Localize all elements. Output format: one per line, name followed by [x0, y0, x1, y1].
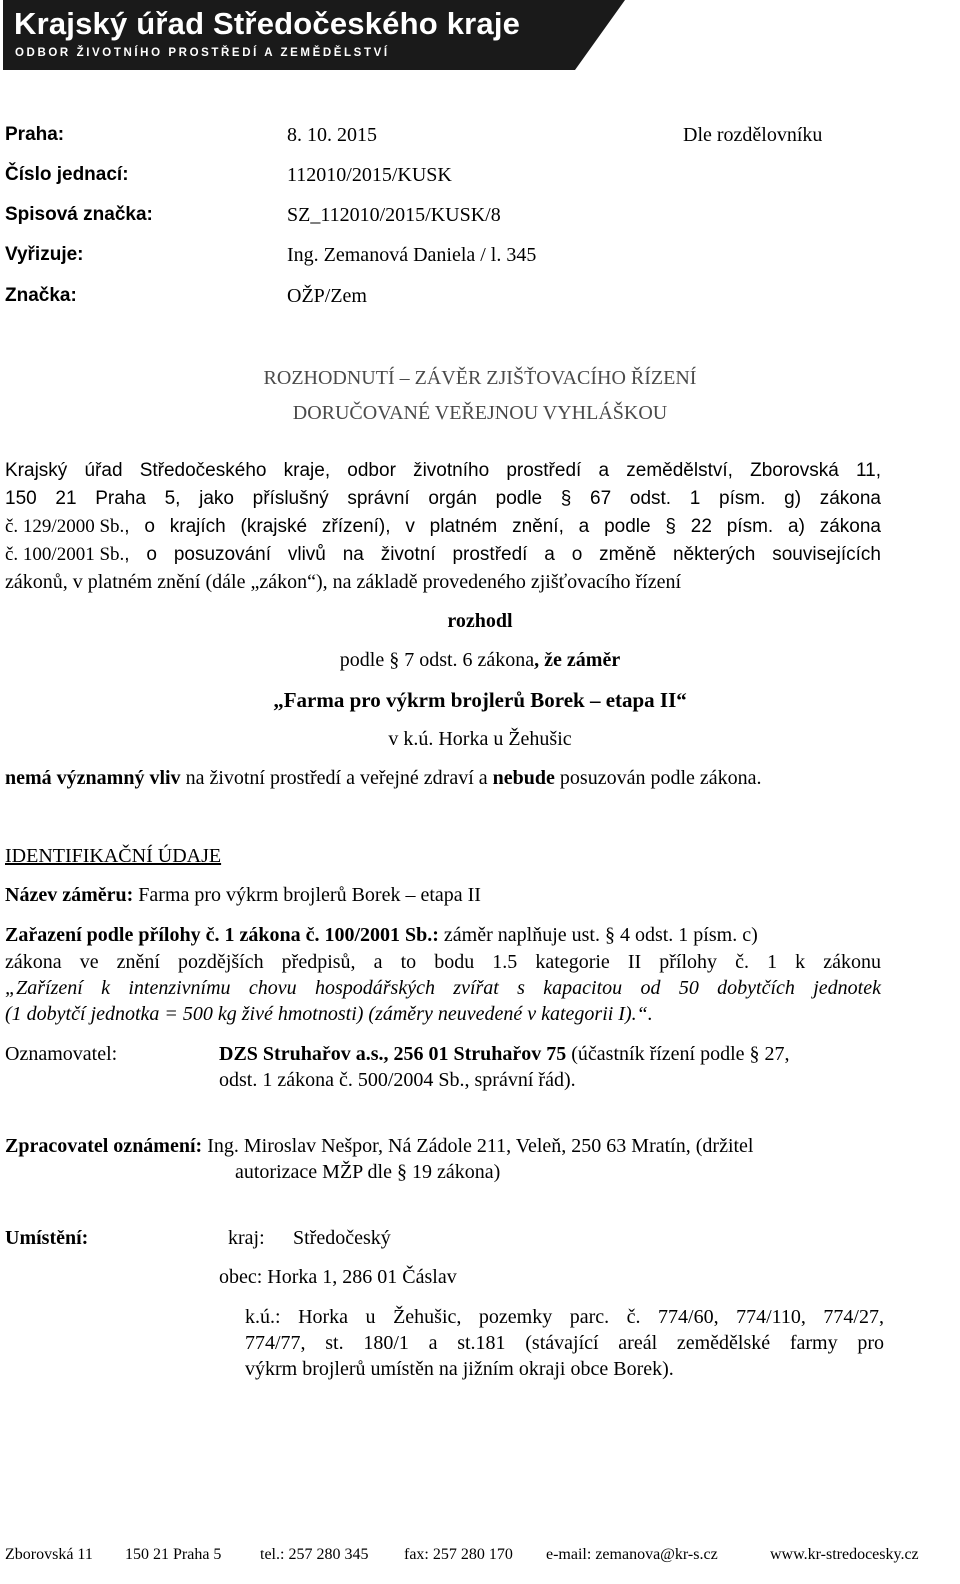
cadastre-line: 774/77, st. 180/1 a st.181 (stávající areál zemědělské farmy pro — [245, 1332, 884, 1354]
classification-row — [5, 924, 881, 947]
decision-subtitle: DORUČOVANÉ VEŘEJNOU VYHLÁŠKOU — [292, 402, 668, 424]
basis-text: , že záměr — [534, 649, 621, 671]
decision-basis — [0, 649, 960, 672]
classification-line: „Zařízení k intenzivnímu chovu hospodářských zvířat s kapacitou od 50 dobytčích jednotek — [5, 977, 881, 999]
footer-postcode: 150 21 Praha 5 — [125, 1546, 222, 1563]
decision-verb: rozhodl — [447, 610, 513, 632]
mark-label: Značka: — [5, 285, 77, 306]
department-name: ODBOR ŽIVOTNÍHO PROSTŘEDÍ A ZEMĚDĚLSTVÍ — [15, 47, 390, 59]
region-value: Středočeský — [293, 1227, 391, 1249]
result-text: nemá významný vliv — [5, 767, 181, 789]
location-label: Umístění: — [5, 1227, 89, 1249]
ref-value: 112010/2015/KUSK — [287, 164, 452, 186]
intro-line: Krajský úřad Středočeského kraje, odbor životního prostředí a zemědělství, Zborovská 11, — [5, 460, 881, 481]
result-text: na životní prostředí a veřejné zdraví a — [180, 767, 493, 789]
notifier-label: Oznamovatel: — [5, 1043, 118, 1065]
intro-text: , o posuzování vlivů na životní prostředí a o změně některých souvisejících — [124, 544, 881, 565]
classification-line: zákona ve znění pozdějších předpisů, a to bodu 1.5 kategorie II přílohy č. 1 k zákonu — [5, 951, 881, 973]
field-value: záměr naplňuje ust. § 4 odst. 1 písm. c) — [438, 924, 758, 946]
region-label: kraj: — [228, 1227, 265, 1249]
project-location: v k.ú. Horka u Žehušic — [388, 728, 572, 750]
field-label: Zařazení podle přílohy č. 1 zákona č. 100/2001 Sb.: — [5, 924, 439, 946]
municipality: obec: Horka 1, 286 01 Čáslav — [219, 1266, 457, 1288]
field-value: Farma pro výkrm brojlerů Borek – etapa II — [133, 884, 481, 906]
field-label: Název záměru: — [5, 884, 134, 906]
notifier-value — [219, 1043, 790, 1066]
identification-heading: IDENTIFIKAČNÍ ÚDAJE — [5, 845, 222, 867]
footer-address: Zborovská 11 — [5, 1546, 93, 1563]
field-label: Zpracovatel oznámení: — [5, 1135, 203, 1157]
handled-label: Vyřizuje: — [5, 244, 84, 265]
notifier-name: DZS Struhařov a.s., 256 01 Struhařov 75 — [219, 1043, 567, 1065]
place-label: Praha: — [5, 124, 65, 145]
footer-email[interactable]: e-mail: zemanova@kr-s.cz — [546, 1546, 718, 1563]
document-date: 8. 10. 2015 — [287, 124, 377, 146]
intro-line: 150 21 Praha 5, jako příslušný správní orgán podle § 67 odst. 1 písm. g) zákona — [5, 488, 881, 509]
basis-text: podle § 7 odst. 6 zákona — [339, 649, 535, 671]
footer-fax: fax: 257 280 170 — [404, 1546, 513, 1563]
handled-value: Ing. Zemanová Daniela / l. 345 — [287, 244, 537, 266]
cadastre-line: k.ú.: Horka u Žehušic, pozemky parc. č. 774/60, 774/110, 774/27, — [245, 1306, 884, 1328]
intro-text: , o krajích (krajské zřízení), v platném znění, a podle § 22 písm. a) zákona — [124, 516, 881, 537]
intro-line — [5, 516, 881, 538]
classification-line: (1 dobytčí jednotka = 500 kg živé hmotnosti) (záměry neuvedené v kategorii I).“. — [5, 1003, 653, 1025]
notifier-line: odst. 1 zákona č. 500/2004 Sb., správní řád). — [219, 1069, 576, 1091]
ref-label: Číslo jednací: — [5, 164, 129, 185]
project-name-row — [5, 884, 481, 907]
intro-line — [5, 544, 881, 566]
notifier-note: (účastník řízení podle § 27, — [566, 1043, 790, 1065]
project-name: „Farma pro výkrm brojlerů Borek – etapa II“ — [273, 688, 687, 712]
footer-website[interactable]: www.kr-stredocesky.cz — [770, 1546, 919, 1563]
file-label: Spisová značka: — [5, 204, 153, 225]
file-value: SZ_112010/2015/KUSK/8 — [287, 204, 501, 226]
cadastre-line: výkrm brojlerů umístěn na jižním okraji obce Borek). — [245, 1358, 674, 1380]
footer-phone: tel.: 257 280 345 — [260, 1546, 369, 1563]
processor-line: autorizace MŽP dle § 19 zákona) — [235, 1161, 501, 1183]
office-name: Krajský úřad Středočeského kraje — [14, 6, 521, 41]
recipient: Dle rozdělovníku — [683, 124, 823, 146]
decision-title: ROZHODNUTÍ – ZÁVĚR ZJIŠŤOVACÍHO ŘÍZENÍ — [263, 367, 697, 389]
decision-result — [5, 767, 762, 790]
processor-row — [5, 1135, 754, 1158]
field-value: Ing. Miroslav Nešpor, Ná Zádole 211, Veleň, 250 63 Mratín, (držitel — [202, 1135, 754, 1157]
mark-value: OŽP/Zem — [287, 285, 367, 307]
intro-line: zákonů, v platném znění (dále „zákon“), na základě provedeného zjišťovacího řízení — [5, 571, 682, 593]
law-reference: č. 100/2001 Sb. — [5, 544, 125, 565]
law-reference: č. 129/2000 Sb. — [5, 516, 125, 537]
result-text: nebude — [492, 767, 555, 789]
result-text: posuzován podle zákona. — [554, 767, 762, 789]
